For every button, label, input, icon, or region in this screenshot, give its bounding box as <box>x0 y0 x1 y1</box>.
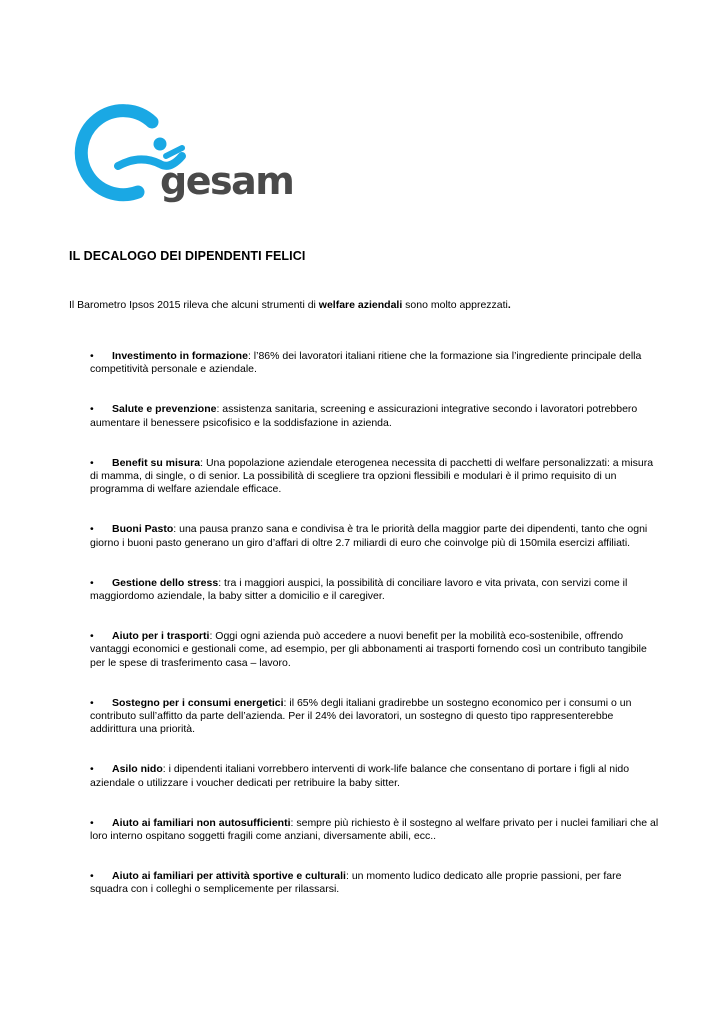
list-item <box>90 763 662 789</box>
gesam-wordmark: gesam <box>160 159 294 203</box>
list-item-text: : tra i maggiori auspici, la possibilità di conciliare lavoro e vita privata, con servizi come il maggiordomo aziendale, la baby sitter a domicilio e il caregiver. <box>90 576 628 603</box>
list-item-term: Asilo nido <box>112 763 163 776</box>
list-item-term: Gestione dello stress <box>112 576 219 589</box>
bullet-icon: • <box>90 630 94 643</box>
list-item <box>90 523 662 549</box>
list-item-term: Aiuto ai familiari per attività sportive e culturali <box>112 870 346 883</box>
bullet-icon: • <box>90 696 94 709</box>
list-item-term: Investimento in formazione <box>112 350 248 362</box>
list-item-term: Sostegno per i consumi energetici <box>112 696 284 709</box>
list-item-text: : l’86% dei lavoratori italiani ritiene che la formazione sia l’ingrediente principale della competitività personale e aziendale. <box>90 350 642 376</box>
list-item-term: Buoni Pasto <box>112 523 174 536</box>
list-item <box>90 577 662 603</box>
list-item <box>90 630 662 670</box>
gesam-logo <box>74 104 294 210</box>
bullet-icon: • <box>90 763 94 776</box>
bullet-icon: • <box>90 350 94 362</box>
intro-bold-term: welfare aziendali <box>318 299 403 311</box>
list-item-text: : Una popolazione aziendale eterogenea necessita di pacchetti di welfare personalizzati: a misura di mamma, di single, o di senior. La possibilità di scegliere tra opzioni flessibili e modulari è il primo requisito di un programma di welfare aziendale efficace. <box>90 456 654 496</box>
intro-text-before: Il Barometro Ipsos 2015 rileva che alcuni strumenti di <box>69 299 319 311</box>
bullet-icon: • <box>90 870 94 883</box>
intro-text-after: sono molto apprezzati <box>402 299 508 311</box>
list-item-term: Benefit su misura <box>112 456 201 469</box>
list-item <box>90 697 662 737</box>
list-item-term: Aiuto ai familiari non autosufficienti <box>112 816 291 829</box>
list-item-term: Aiuto per i trasporti <box>112 630 210 643</box>
bullet-icon: • <box>90 816 94 829</box>
list-item-text: : una pausa pranzo sana e condivisa è tra le priorità della maggior parte dei dipendenti, tanto che ogni giorno i buoni pasto generano un giro d’affari di oltre 2.7 miliardi di euro che coinvolge più di 150mila esercizi affiliati. <box>90 523 648 549</box>
list-item-text: : un momento ludico dedicato alle proprie passioni, per fare squadra con i colleghi o semplicemente per rilassarsi. <box>90 870 622 896</box>
decalogo-list <box>90 350 662 897</box>
list-item-text: : assistenza sanitaria, screening e assicurazioni integrative secondo i lavoratori potrebbero aumentare il benessere psicofisico e la soddisfazione in azienda. <box>90 403 638 429</box>
list-item-text: : i dipendenti italiani vorrebbero interventi di work-life balance che consentano di portare i figli al nido aziendale o utilizzare i voucher dedicati per retribuire la baby sitter. <box>90 763 630 789</box>
list-item-text: : il 65% degli italiani gradirebbe un sostegno economico per i consumi o un contributo sull’affitto da parte dell’azienda. Per il 24% dei lavoratori, un sostegno di questo tipo rappresenterebbe addirittura una priorità. <box>90 696 632 736</box>
list-item <box>90 457 662 497</box>
list-item <box>90 817 662 843</box>
list-item <box>90 350 662 376</box>
list-item-term: Salute e prevenzione <box>112 403 217 416</box>
list-item-text: : sempre più richiesto è il sostegno al welfare privato per i nuclei familiari che al loro interno ospitano soggetti fragili come anziani, diversamente abili, ecc.. <box>90 816 659 843</box>
list-item <box>90 870 662 896</box>
page-title: IL DECALOGO DEI DIPENDENTI FELICI <box>69 249 306 263</box>
bullet-icon: • <box>90 576 94 589</box>
gesam-logo-icon <box>74 104 294 210</box>
bullet-icon: • <box>90 456 94 469</box>
bullet-icon: • <box>90 403 94 416</box>
intro-end-period: . <box>507 299 511 311</box>
bullet-icon: • <box>90 523 94 536</box>
list-item-text: : Oggi ogni azienda può accedere a nuovi benefit per la mobilità eco-sostenibile, offrendo vantaggi economici e gestionali come, ad esempio, per gli abbonamenti ai trasporti fornendo così un contributo tangibile per le spese di trasferimento casa – lavoro. <box>90 630 647 669</box>
list-item <box>90 403 662 429</box>
intro-paragraph <box>69 298 511 312</box>
